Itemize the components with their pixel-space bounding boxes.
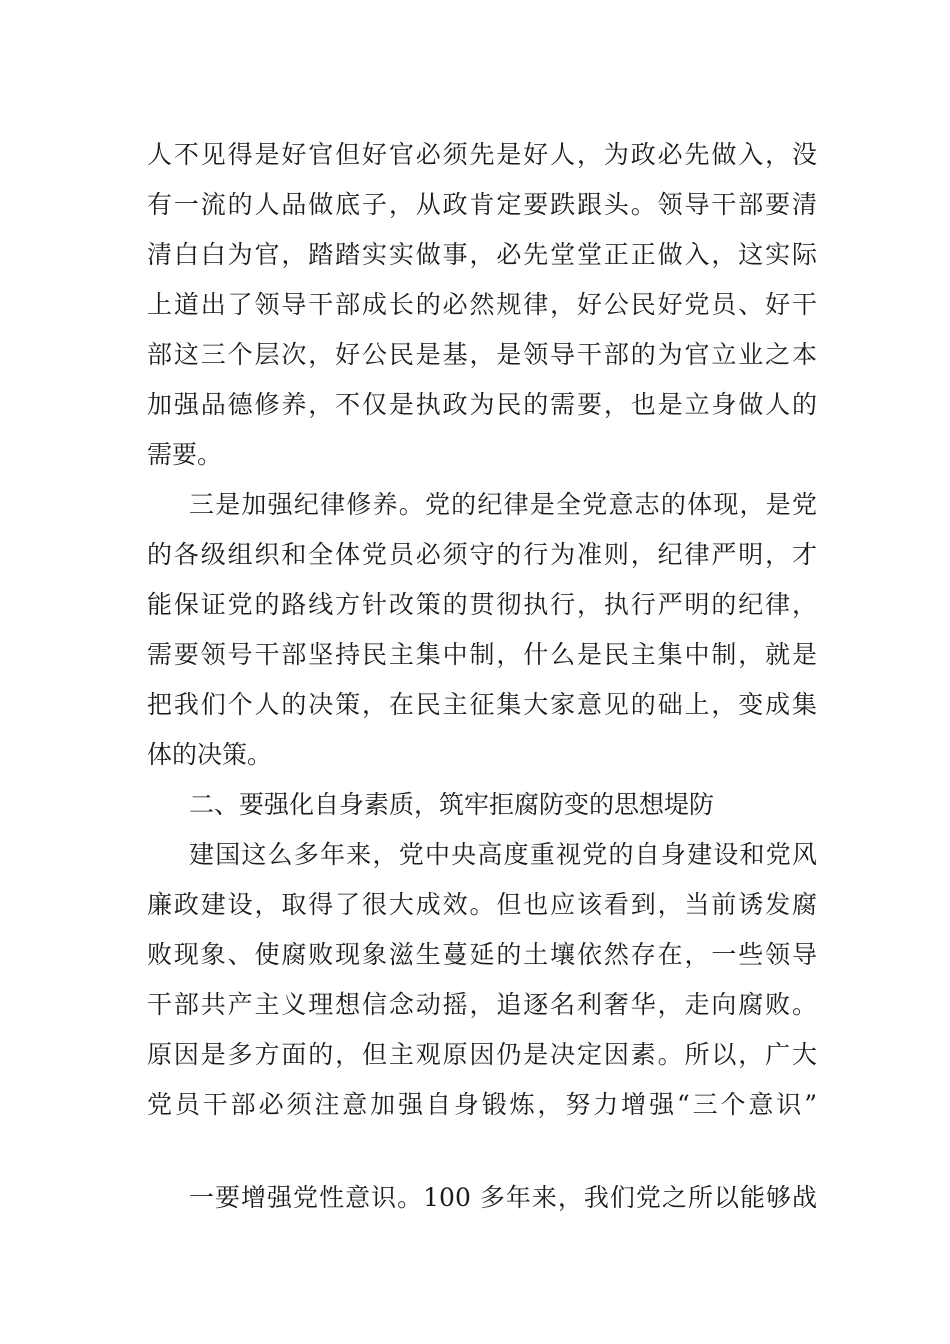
paragraph-first-line: 三是加强纪律修养。党的纪律是全党意志的体现，是党	[189, 490, 817, 519]
text-line: 把我们个人的决策，在民主征集大家意见的础上，变成集	[147, 690, 817, 719]
text-line: 加强品德修养，不仅是执政为民的需要，也是立身做人的	[147, 390, 817, 419]
text-line: 败现象、使腐败现象滋生蔓延的土壤依然存在，一些领导	[147, 940, 817, 969]
text-line: 需要。	[147, 440, 223, 469]
text-line: 原因是多方面的，但主观原因仍是决定因素。所以，广大	[147, 1040, 817, 1069]
text-line: 的各级组织和全体党员必须守的行为准则，纪律严明，才	[147, 540, 817, 569]
text-line: 部这三个层次，好公民是基，是领导干部的为官立业之本	[147, 340, 817, 369]
text-line: 廉政建设，取得了很大成效。但也应该看到，当前诱发腐	[147, 890, 817, 919]
text-line: 人不见得是好官但好官必须先是好人，为政必先做入，没	[147, 140, 817, 169]
text-line: 需要领号干部坚持民主集中制，什么是民主集中制，就是	[147, 640, 817, 669]
text-line: 上道出了领导干部成长的必然规律，好公民好党员、好干	[147, 290, 817, 319]
paragraph-first-line: 建国这么多年来，党中央高度重视党的自身建设和党风	[189, 840, 817, 869]
paragraph-first-line: 一要增强党性意识。100 多年来，我们党之所以能够战	[189, 1183, 817, 1212]
text-line: 党员干部必须注意加强自身锻炼，努力增强“三个意识”	[147, 1090, 817, 1119]
section-heading: 二、要强化自身素质，筑牢拒腐防变的思想堤防	[189, 790, 715, 819]
text-line: 能保证党的路线方针改策的贯彻执行，执行严明的纪律，	[147, 590, 817, 619]
text-line: 体的决策。	[147, 740, 273, 769]
text-line: 干部共产主义理想信念动摇，追逐名利奢华，走向腐败。	[147, 990, 817, 1019]
text-line: 清白白为官，踏踏实实做事，必先堂堂正正做入，这实际	[147, 240, 817, 269]
text-line: 有一流的人品做底子，从政肯定要跌跟头。领导干部要清	[147, 190, 817, 219]
